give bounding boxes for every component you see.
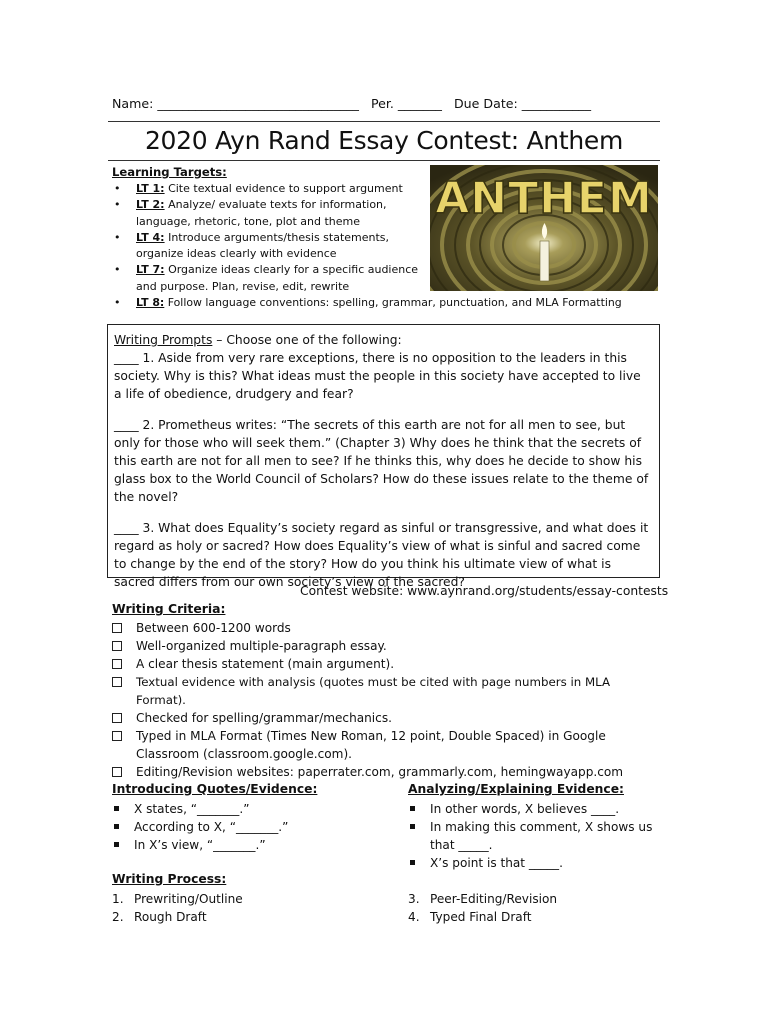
criteria-item: Textual evidence with analysis (quotes must be cited with page numbers in MLA Format). bbox=[112, 673, 662, 709]
writing-criteria-list bbox=[112, 619, 662, 781]
quote-stem: According to X, “_______.” bbox=[112, 818, 372, 836]
criteria-item: Well-organized multiple-paragraph essay. bbox=[112, 637, 662, 655]
learning-target: • LT 8: Follow language conventions: spelling, grammar, punctuation, and MLA Formatting bbox=[114, 296, 622, 310]
learning-target: • LT 4: Introduce arguments/thesis statements, organize ideas clearly with evidence bbox=[114, 230, 390, 261]
criteria-item: Editing/Revision websites: paperrater.com, grammarly.com, hemingwayapp.com bbox=[112, 763, 662, 781]
writing-criteria-heading: Writing Criteria: bbox=[112, 601, 226, 616]
page-title: 2020 Ayn Rand Essay Contest: Anthem bbox=[144, 126, 624, 155]
process-step: 1. Prewriting/Outline bbox=[112, 892, 243, 906]
anthem-cover-title: ANTHEM bbox=[435, 173, 653, 224]
criteria-item: Between 600-1200 words bbox=[112, 619, 662, 637]
criteria-item: A clear thesis statement (main argument). bbox=[112, 655, 662, 673]
learning-target: • LT 1: Cite textual evidence to support argument bbox=[114, 182, 403, 195]
anthem-cover-image bbox=[430, 165, 658, 291]
criteria-item: Checked for spelling/grammar/mechanics. bbox=[112, 709, 662, 727]
anthem-cover-art bbox=[430, 165, 658, 291]
prompt-1: ____ 1. Aside from very rare exceptions, there is no opposition to the leaders in this society. Why is this? What ideas must the people in this society have accepted to live a life of obedience, drudgery and fear? bbox=[114, 351, 641, 401]
period-label: Per. _______ bbox=[370, 96, 442, 111]
header-line bbox=[112, 96, 591, 111]
checkbox-icon bbox=[112, 767, 122, 777]
learning-targets-heading: Learning Targets: bbox=[112, 165, 227, 179]
checkbox-icon bbox=[112, 641, 122, 651]
prompt-2: ____ 2. Prometheus writes: “The secrets of this earth are not for all men to see, but only for those who will seek them.” (Chapter 3) Why does he think that the secrets of this earth are not for all men to see? If he thinks this, why does he decide to show his glass box to the World Council of Scholars? How do these issues relate to the theme of the novel? bbox=[114, 418, 649, 504]
prompt-3: ____ 3. What does Equality’s society regard as sinful or transgressive, and what does it regard as holy or sacred? How does Equality’s view of what is sinful and sacred come to change by the end of the story? How do you think his ultimate view of what is sacred differs from our own society’s view of the sacred? bbox=[114, 521, 649, 589]
analysis-heading: Analyzing/Explaining Evidence: bbox=[408, 782, 624, 796]
process-step: 3. Peer-Editing/Revision bbox=[408, 892, 558, 906]
quotes-list bbox=[112, 800, 372, 854]
title-rule bbox=[108, 160, 660, 161]
learning-target: • LT 2: Analyze/ evaluate texts for information, language, rhetoric, tone, plot and theme bbox=[114, 198, 387, 228]
criteria-item: Typed in MLA Format (Times New Roman, 12 point, Double Spaced) in Google Classroom (classroom.google.com). bbox=[112, 727, 662, 763]
top-rule bbox=[108, 121, 660, 122]
checkbox-icon bbox=[112, 659, 122, 669]
analysis-stem: X’s point is that _____. bbox=[408, 854, 658, 872]
name-label: Name: ________________________________ bbox=[112, 96, 359, 111]
due-date-label: Due Date: ___________ bbox=[453, 96, 592, 111]
analysis-list bbox=[408, 800, 658, 872]
quote-stem: In X’s view, “_______.” bbox=[112, 836, 372, 854]
checkbox-icon bbox=[112, 731, 122, 741]
checkbox-icon bbox=[112, 713, 122, 723]
writing-prompts-heading: Writing Prompts – Choose one of the following: bbox=[114, 333, 402, 347]
contest-website: Contest website: www.aynrand.org/students/essay-contests bbox=[300, 584, 669, 598]
process-step: 4. Typed Final Draft bbox=[408, 910, 532, 924]
quotes-heading: Introducing Quotes/Evidence: bbox=[112, 782, 318, 796]
analysis-stem: In other words, X believes ____. bbox=[408, 800, 658, 818]
process-list-left bbox=[112, 890, 362, 926]
writing-prompts-box bbox=[107, 324, 660, 589]
quote-stem: X states, “_______.” bbox=[112, 800, 372, 818]
checkbox-icon bbox=[112, 677, 122, 687]
analysis-stem: In making this comment, X shows us that _____. bbox=[408, 818, 658, 854]
process-step: 2. Rough Draft bbox=[112, 910, 207, 924]
process-heading: Writing Process: bbox=[112, 872, 227, 886]
learning-target: • LT 7: Organize ideas clearly for a specific audience and purpose. Plan, revise, edit, rewrite bbox=[114, 263, 419, 293]
process-list-right bbox=[408, 890, 658, 926]
checkbox-icon bbox=[112, 623, 122, 633]
